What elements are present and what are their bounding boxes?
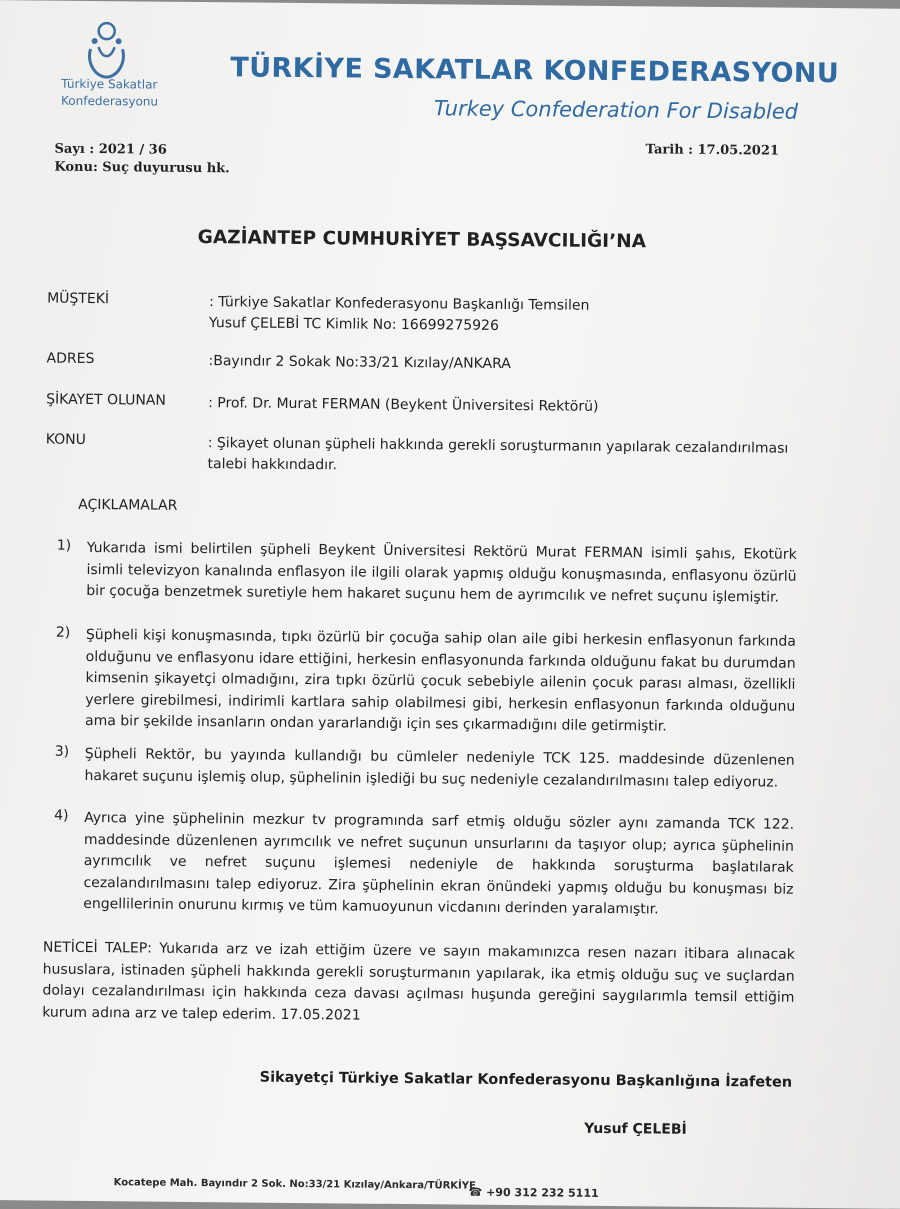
item-number-2: 2) xyxy=(55,624,71,641)
explanation-item-2: Şüpheli kişi konuşmasında, tıpkı özürlü bir çocuğa sahip olan aile gibi herkesin enflasyonun farkında olduğunu ve enflasyonu idare ettiğini, herkesin enflasyonunda farkında olduğunu fakat bu durumdan kimsenin şikayetçi olmadığını, zira tıpkı özürlü çocuk sebebiyle ailenin çocuk parası alması, özellikli yerlere girebilmesi, indirimli kartlara sahip olabilmesi gibi, herkesin enflasyonun farkında olduğunu ama bir şekilde insanların ondan yararlandığı için ses çıkarmadığını dile getirmiştir. xyxy=(85,626,796,735)
org-name-turkish: TÜRKİYE SAKATLAR KONFEDERASYONU xyxy=(230,52,840,90)
subject-value-line1: : Şikayet olunan şüpheli hakkında gerekli soruşturmanın yapılarak cezalandırılması xyxy=(207,435,789,457)
explanation-item-4: Ayrıca yine şüphelinin mezkur tv programında sarf etmiş olduğu sözler aynı zamanda TCK 122. maddesinde düzenlenen ayrımcılık ve nefret suçunun unsurlarını da taşıyor olup; ayrıca şüphelinin ayrımcılık ve nefret suçunu işlemesi nedeniyle de hakkında soruşturma başlatılarak cezalandırılmasını talep ediyoruz. Zira şüphelinin ekran önündeki yapmış olduğu bu konuşması biz engellilerinin onurunu kırmış ve tüm kamuoyunun vicdanını derinden yaralamıştır. xyxy=(83,809,795,918)
subject-value-line2: talebi hakkındadır. xyxy=(207,456,338,474)
document-number: Sayı : 2021 / 36 xyxy=(54,141,167,158)
footer-phone xyxy=(469,1186,599,1200)
address-label: ADRES xyxy=(46,350,95,368)
subject-label: KONU xyxy=(45,431,87,448)
logo-text-line2: Konfederasyonu xyxy=(60,93,159,109)
confederation-logo-icon xyxy=(76,19,137,82)
document-date: Tarih : 17.05.2021 xyxy=(645,142,780,159)
recipient-heading: GAZİANTEP CUMHURİYET BAŞSAVCILIĞI’NA xyxy=(197,227,647,253)
explanation-item-1: Yukarıda ismi belirtilen şüpheli Beykent Üniversitesi Rektörü Murat FERMAN isimli şahıs, Ekotürk isimli televizyon kanalında enflasyon ile ilgili olarak yapmış olduğu konuşmasında, enflasyonu özürlü bir çocuğa benzetmek suretiyle hem hakaret suçunu hem de ayrımcılık ve nefret suçunu işlemiştir. xyxy=(86,539,797,606)
address-value: :Bayındır 2 Sokak No:33/21 Kızılay/ANKARA xyxy=(208,353,511,373)
signature-line: Sikayetçi Türkiye Sakatlar Konfederasyonu Başkanlığına İzafeten xyxy=(259,1069,793,1091)
complainant-value-line2: Yusuf ÇELEBİ TC Kimlik No: 16699275926 xyxy=(208,315,499,334)
phone-number: +90 312 232 5111 xyxy=(486,1185,599,1200)
complained-value: : Prof. Dr. Murat FERMAN (Beykent Üniversitesi Rektörü) xyxy=(208,395,599,415)
item-number-3: 3) xyxy=(54,743,70,760)
org-logo xyxy=(61,19,172,110)
explanations-heading: AÇIKLAMALAR xyxy=(78,496,178,514)
document-subject: Konu: Suç duyurusu hk. xyxy=(54,159,230,177)
item-number-1: 1) xyxy=(56,537,72,554)
complainant-label: MÜŞTEKİ xyxy=(47,290,110,308)
complainant-value-line1: : Türkiye Sakatlar Konfederasyonu Başkanlığı Temsilen xyxy=(209,294,590,314)
signatory-name: Yusuf ÇELEBİ xyxy=(584,1120,687,1138)
org-name-english: Turkey Confederation For Disabled xyxy=(433,96,799,124)
phone-icon: ☎ xyxy=(468,1185,487,1199)
conclusion-request: NETİCEİ TALEP: Yukarıda arz ve izah ettiğim üzere ve sayın makamınızca resen nazarı itibara alınacak hususlara, istinaden şüpheli hakkında gerekli soruşturmanın yapılarak, ika etmiş olduğu suç ve suçlardan dolayı cezalandırılması için hakkında ceza davası açılması huşunda gereğini saygılarımla temsil ettiğim kurum adına arz ve talep ederim. 17.05.2021 xyxy=(42,939,795,1024)
footer-address: Kocatepe Mah. Bayındır 2 Sok. No:33/21 Kızılay/Ankara/TÜRKİYE xyxy=(113,1177,476,1192)
complained-label: ŞİKAYET OLUNAN xyxy=(46,391,166,409)
item-number-4: 4) xyxy=(54,807,69,824)
logo-text-line1: Türkiye Sakatlar xyxy=(61,76,158,92)
explanation-item-3: Şüpheli Rektör, bu yayında kullandığı bu cümleler nedeniyle TCK 125. maddesinde düzenlenen hakaret suçunu işlemiş olup, şüphelinin işlediği bu suç nedeniyle cezalandırılmasını talep ediyoruz. xyxy=(84,745,795,791)
